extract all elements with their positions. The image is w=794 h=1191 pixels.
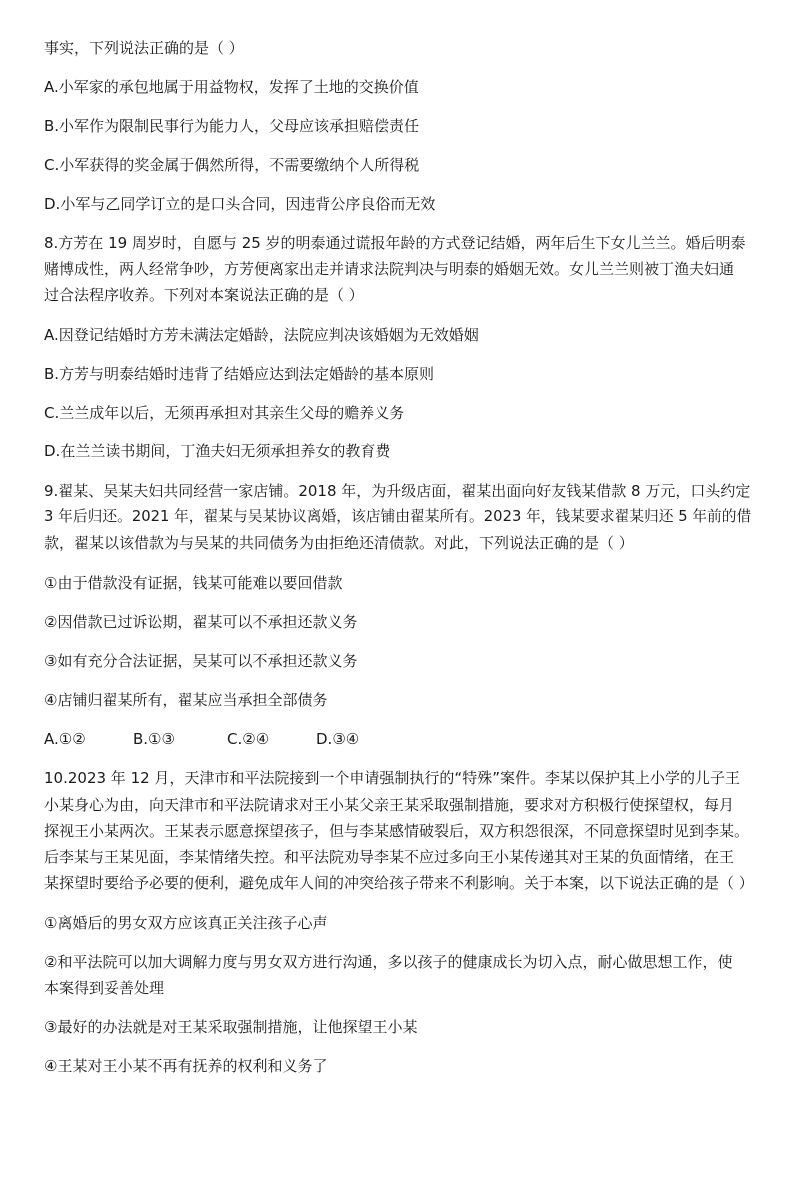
- q7-option-d: D.小军与乙同学订立的是口头合同，因违背公序良俗而无效: [44, 195, 436, 213]
- q9-choice-a: A.①②: [44, 730, 86, 748]
- q10-stem-line-1: 10.2023 年 12 月，天津市和平法院接到一个申请强制执行的“特殊”案件。李某以保护其上小学的儿子王: [44, 769, 740, 787]
- q10-statement-2-line-2: 本案得到妥善处理: [44, 979, 165, 997]
- q7-option-a: A.小军家的承包地属于用益物权，发挥了土地的交换价值: [44, 78, 419, 96]
- q8-stem-line-3: 过合法程序收养。下列对本案说法正确的是（ ）: [44, 286, 364, 304]
- q8-option-b: B.方芳与明泰结婚时违背了结婚应达到法定婚龄的基本原则: [44, 365, 435, 383]
- q8-option-c: C.兰兰成年以后，无须再承担对其亲生父母的赡养义务: [44, 404, 405, 422]
- q10-stem-line-2: 小某身心为由，向天津市和平法院请求对王小某父亲王某采取强制措施，要求对方积极行使探望权，每月: [44, 796, 735, 814]
- q9-choice-b: B.①③: [133, 730, 175, 748]
- q8-option-d: D.在兰兰读书期间，丁渔夫妇无须承担养女的教育费: [44, 442, 391, 460]
- q9-choice-d: D.③④: [316, 730, 360, 748]
- q10-stem-line-4: 后李某与王某见面，李某情绪失控。和平法院劝导李某不应过多向王小某传递其对王某的负面情绪，在王: [44, 848, 735, 866]
- q9-choices: [44, 729, 756, 749]
- q8-stem-line-1: 8.方芳在 19 周岁时，自愿与 25 岁的明泰通过谎报年龄的方式登记结婚，两年后生下女儿兰兰。婚后明泰: [44, 234, 746, 252]
- q7-option-b: B.小军作为限制民事行为能力人，父母应该承担赔偿责任: [44, 117, 420, 135]
- q9-stem-line-1: 9.翟某、吴某夫妇共同经营一家店铺。2018 年，为升级店面，翟某出面向好友钱某借款 8 万元，口头约定: [44, 482, 751, 500]
- q10-statement-2-line-1: ②和平法院可以加大调解力度与男女双方进行沟通，多以孩子的健康成长为切入点，耐心做思想工作，使: [44, 953, 733, 971]
- q7-stem-tail: 事实，下列说法正确的是（ ）: [44, 39, 244, 57]
- q10-statement-1: ①离婚后的男女双方应该真正关注孩子心声: [44, 914, 328, 932]
- q10-stem-line-5: 某探望时要给予必要的便利，避免成年人间的冲突给孩子带来不利影响。关于本案，以下说法正确的是（ ）: [44, 874, 754, 892]
- q9-statement-1: ①由于借款没有证据，钱某可能难以要回借款: [44, 574, 343, 592]
- q8-option-a: A.因登记结婚时方芳未满法定婚龄，法院应判决该婚姻为无效婚姻: [44, 326, 479, 344]
- q10-statement-4: ④王某对王小某不再有抚养的权利和义务了: [44, 1057, 328, 1075]
- q9-statement-3: ③如有充分合法证据，吴某可以不承担还款义务: [44, 652, 358, 670]
- q10-statement-3: ③最好的办法就是对王某采取强制措施，让他探望王小某: [44, 1018, 418, 1036]
- q8-stem-line-2: 赌博成性，两人经常争吵，方芳便离家出走并请求法院判决与明泰的婚姻无效。女儿兰兰则被丁渔夫妇通: [44, 260, 735, 278]
- q9-choice-c: C.②④: [227, 730, 270, 748]
- q9-stem-line-2: 3 年后归还。2021 年，翟某与吴某协议离婚，该店铺由翟某所有。2023 年，钱某要求翟某归还 5 年前的借: [44, 508, 752, 525]
- q9-stem-line-3: 款，翟某以该借款为与吴某的共同债务为由拒绝还清债款。对此，下列说法正确的是（ ）: [44, 534, 634, 552]
- q9-statement-4: ④店铺归翟某所有，翟某应当承担全部债务: [44, 691, 328, 709]
- q9-statement-2: ②因借款已过诉讼期，翟某可以不承担还款义务: [44, 613, 358, 631]
- q10-stem-line-3: 探视王小某两次。王某表示愿意探望孩子，但与李某感情破裂后，双方积怨很深，不同意探望时见到李某。: [44, 822, 750, 840]
- q7-option-c: C.小军获得的奖金属于偶然所得，不需要缴纳个人所得税: [44, 156, 420, 174]
